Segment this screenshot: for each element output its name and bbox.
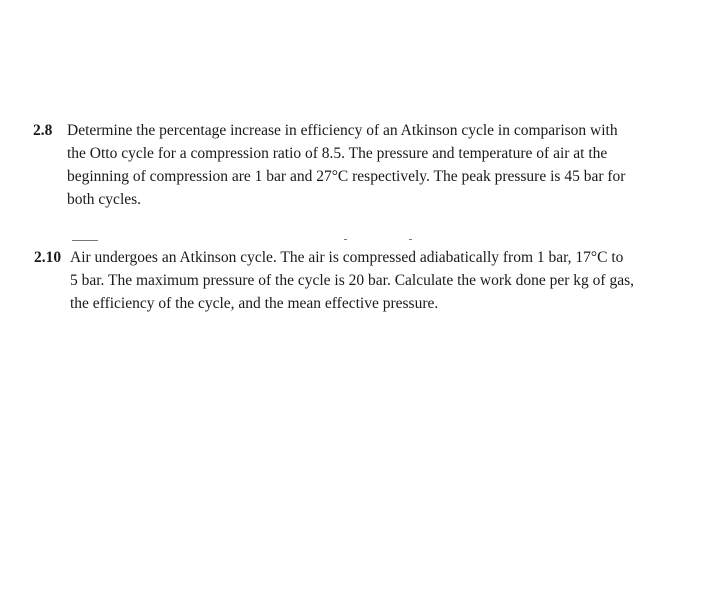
problem-number: 2.10 <box>34 249 62 266</box>
problem-line: Determine the percentage increase in efficiency of an Atkinson cycle in comparison with <box>67 122 618 139</box>
problem-line: both cycles. <box>67 191 142 208</box>
scan-artifact <box>72 240 98 241</box>
scan-artifact <box>344 239 347 240</box>
problem-line: 5 bar. The maximum pressure of the cycle is 20 bar. Calculate the work done per kg of gas, <box>70 272 635 289</box>
problem-text <box>70 246 634 315</box>
problem-line: the Otto cycle for a compression ratio of 8.5. The pressure and temperature of air at the <box>67 145 608 162</box>
problem-line: Air undergoes an Atkinson cycle. The air is compressed adiabatically from 1 bar, 17°C to <box>70 249 624 266</box>
problem-text <box>67 119 625 211</box>
scan-artifact <box>409 239 412 240</box>
problem-line: the efficiency of the cycle, and the mean effective pressure. <box>70 295 439 312</box>
problem-line: beginning of compression are 1 bar and 27°C respectively. The peak pressure is 45 bar for <box>67 168 626 185</box>
problem-number: 2.8 <box>33 122 53 139</box>
